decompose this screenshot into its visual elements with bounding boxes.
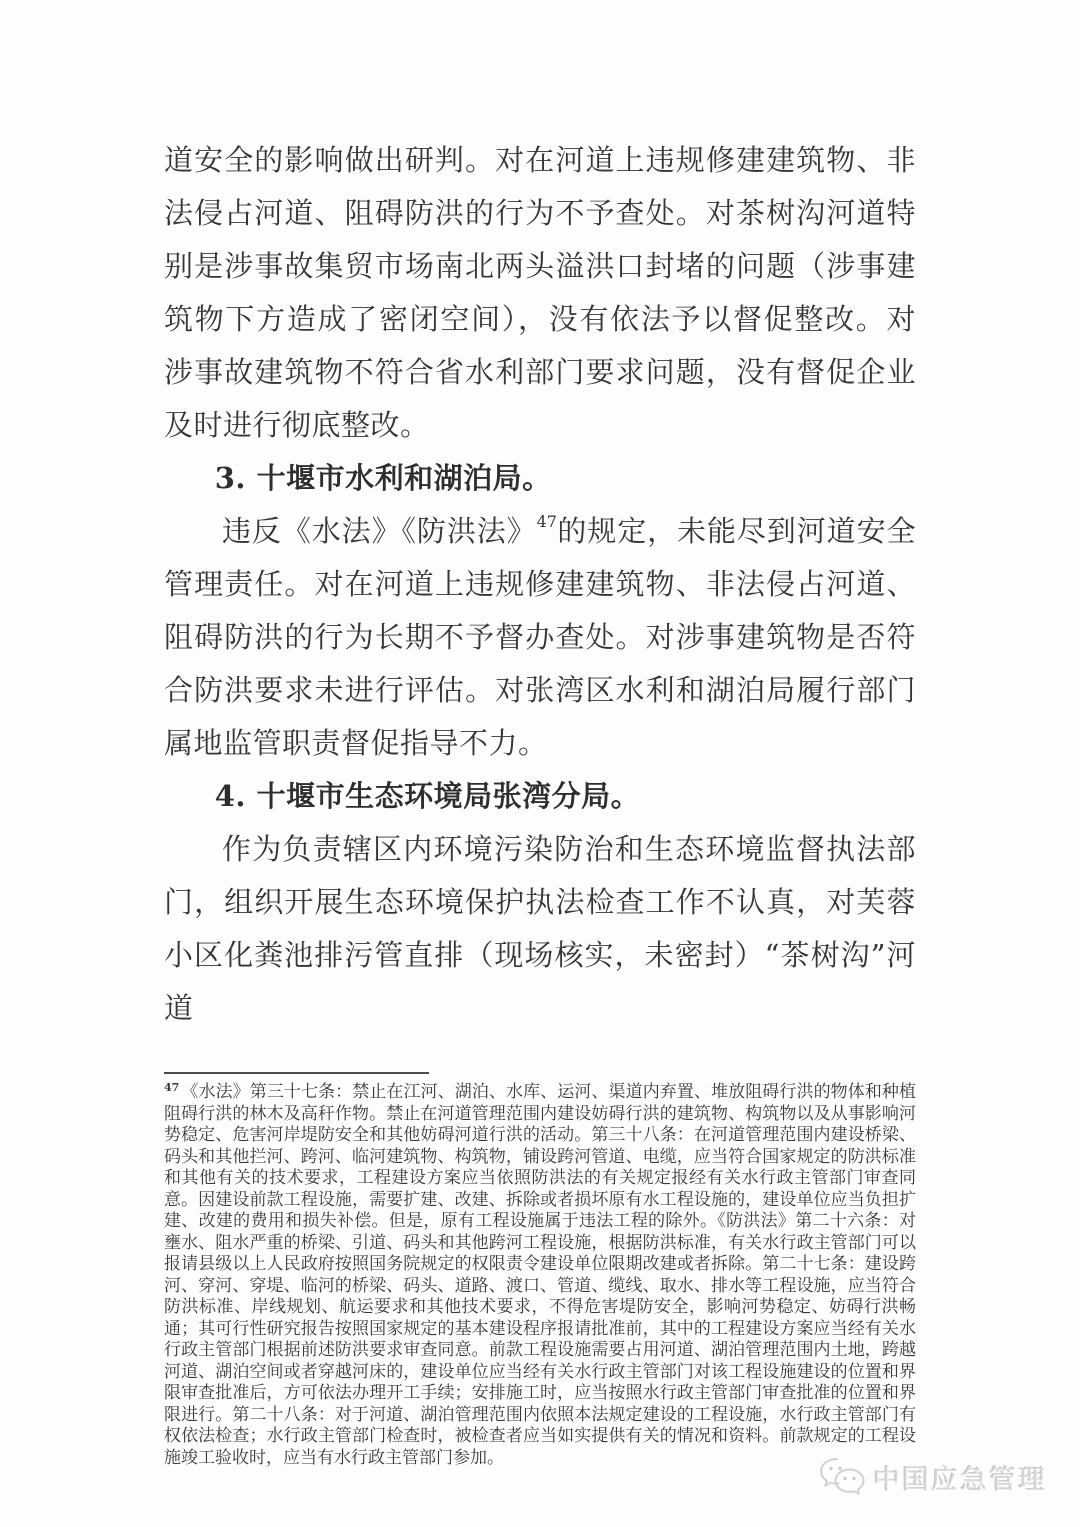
section-4-heading: 4. 十堰市生态环境局张湾分局。 xyxy=(214,779,641,813)
footnote-separator xyxy=(164,1072,429,1074)
paragraph-continuation: 道安全的影响做出研判。对在河道上违规修建建筑物、非法侵占河道、阻碍防洪的行为不予查处。对茶树沟河道特别是涉事故集贸市场南北两头溢洪口封堵的问题（涉事建筑物下方造成了密闭空间），没有依法予以督促整改。对涉事故建筑物不符合省水利部门要求问题，没有督促企业及时进行彻底整改。 xyxy=(164,143,916,442)
footnote-text: 《水法》第三十七条：禁止在江河、湖泊、水库、运河、渠道内弃置、堆放阻碍行洪的物体和种植阻碍行洪的林木及高秆作物。禁止在河道管理范围内建设妨碍行洪的建筑物、构筑物以及从事影响河势稳定、危害河岸堤防安全和其他妨碍河道行洪的活动。第三十八条：在河道管理范围内建设桥梁、码头和其他拦河、跨河、临河建筑物、构筑物，铺设跨河管道、电缆，应当符合国家规定的防洪标准和其他有关的技术要求，工程建设方案应当依照防洪法的有关规定报经有关水行政主管部门审查同意。因建设前款工程设施，需要扩建、改建、拆除或者损坏原有水工程设施的，建设单位应当负担扩建、改建的费用和损失补偿。但是，原有工程设施属于违法工程的除外。《防洪法》第二十六条：对壅水、阻水严重的桥梁、引道、码头和其他跨河工程设施，根据防洪标准，有关水行政主管部门可以报请县级以上人民政府按照国务院规定的权限责令建设单位限期改建或者拆除。第二十七条：建设跨河、穿河、穿堤、临河的桥梁、码头、道路、渡口、管道、缆线、取水、排水等工程设施，应当符合防洪标准、岸线规划、航运要求和其他技术要求，不得危害堤防安全，影响河势稳定、妨碍行洪畅通；其可行性研究报告按照国家规定的基本建设程序报请批准前，其中的工程建设方案应当经有关水行政主管部门根据前述防洪要求审查同意。前款工程设施需要占用河道、湖泊管理范围内土地，跨越河道、湖泊空间或者穿越河床的，建设单位应当经有关水行政主管部门对该工程设施建设的位置和界限审查批准后，方可依法办理开工手续；安排施工时，应当按照水行政主管部门审查批准的位置和界限进行。第二十八条：对于河道、湖泊管理范围内依照本法规定建设的工程设施，水行政主管部门有权依法检查；水行政主管部门检查时，被检查者应当如实提供有关的情况和资料。前款规定的工程设施竣工验收时，应当有水行政主管部门参加。 xyxy=(164,1082,916,1468)
footnote-reference-47: 47 xyxy=(536,512,557,531)
section-3-text-after-ref: 的规定，未能尽到河道安全管理责任。对在河道上违规修建建筑物、非法侵占河道、阻碍防洪的行为长期不予督办查处。对涉事建筑物是否符合防洪要求未进行评估。对张湾区水利和湖泊局履行部门属地监管职责督促指导不力。 xyxy=(164,514,916,760)
watermark xyxy=(818,1456,1047,1498)
section-4-paragraph: 作为负责辖区内环境污染防治和生态环境监督执法部门，组织开展生态环境保护执法检查工作不认真，对芙蓉小区化粪池排污管直排（现场核实，未密封）“茶树沟”河道 xyxy=(164,832,916,1025)
report-body xyxy=(164,134,916,1035)
section-3-heading: 3. 十堰市水利和湖泊局。 xyxy=(214,461,552,495)
section-3-text-before-ref: 违反《水法》《防洪法》 xyxy=(222,514,537,548)
footnote-marker: 47 xyxy=(164,1081,180,1094)
watermark-text: 中国应急管理 xyxy=(873,1464,1047,1496)
section-3-paragraph xyxy=(164,505,916,770)
wechat-icon xyxy=(818,1456,866,1498)
report-content xyxy=(164,0,916,1469)
footnote-47 xyxy=(164,1082,916,1469)
